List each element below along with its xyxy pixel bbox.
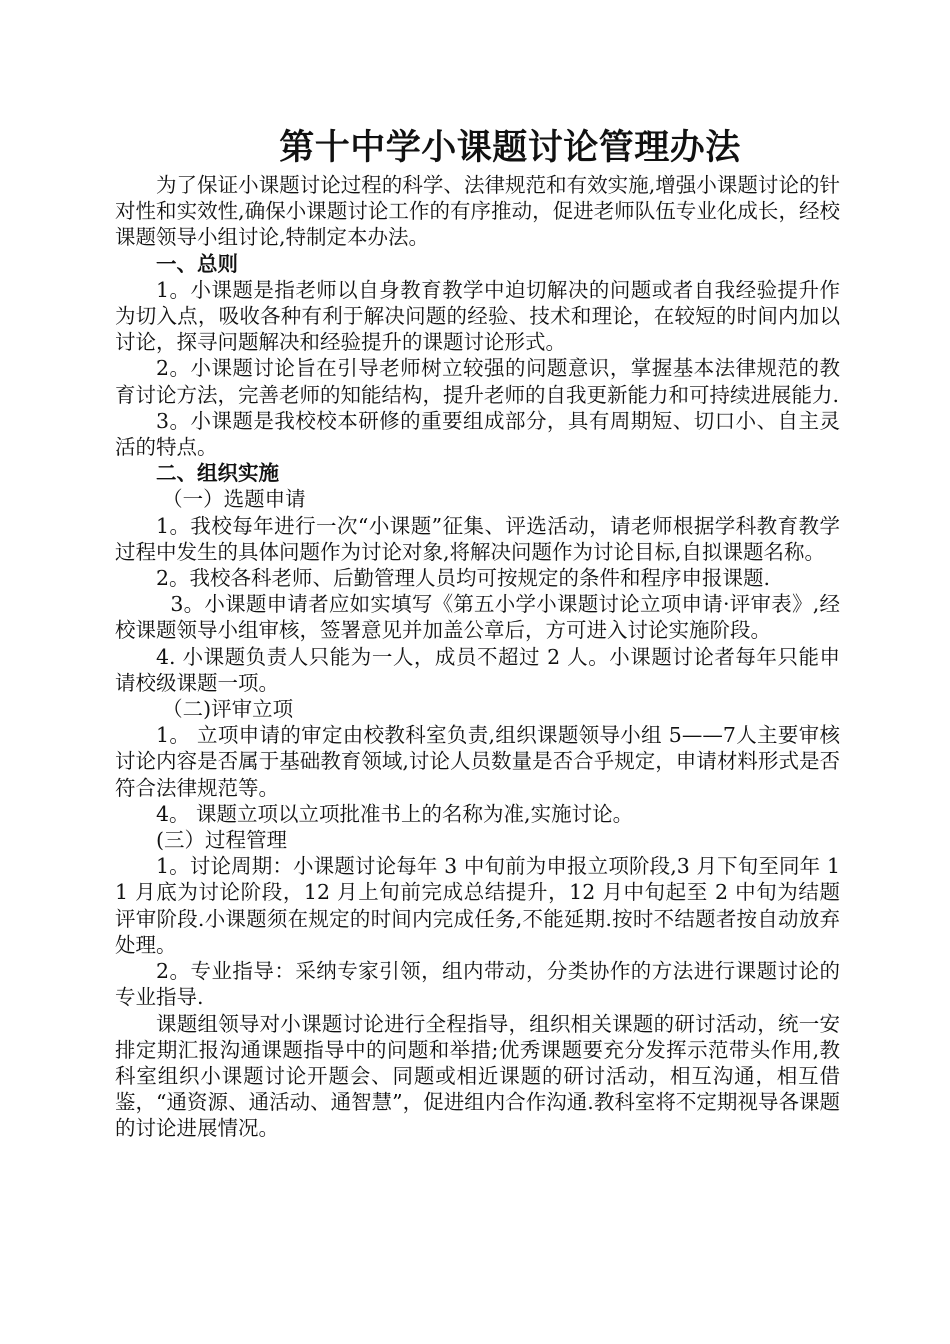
document-title: 第十中学小课题讨论管理办法 <box>279 127 741 168</box>
review-item-4: 4。 课题立项以立项批准书上的名称为准,实施讨论。 <box>156 801 634 826</box>
subsection-topic-application: （一）选题申请 <box>162 487 306 512</box>
review-item-1: 1。 立项申请的审定由校教科室负责,组织课题领导小组 5——7人主要审核讨论内容是否属于基础教育领域,讨论人员数量是否合乎规定，申请材料形式是否符合法律规范等。 <box>115 723 840 800</box>
application-item-2: 2。我校各科老师、后勤管理人员均可按规定的条件和程序申报课题. <box>156 566 771 591</box>
process-guidance-paragraph: 课题组领导对小课题讨论进行全程指导，组织相关课题的研讨活动，统一安排定期汇报沟通课题指导中的问题和举措;优秀课题要充分发挥示范带头作用,教科室组织小课题讨论开题会、同题或相近课题的研讨活动，相互沟通，相互借鉴，“通资源、通活动、通智慧”，促进组内合作沟通.教科室将不定期视导各课题的讨论进展情况。 <box>115 1011 840 1141</box>
application-item-1: 1。我校每年进行一次“小课题”征集、评选活动，请老师根据学科教育教学过程中发生的具体问题作为讨论对象,将解决问题作为讨论目标,自拟课题名称。 <box>115 513 840 564</box>
application-item-3: 3。小课题申请者应如实填写《第五小学小课题讨论立项申请·评审表》,经校课题领导小组审核，签署意见并加盖公章后，方可进入讨论实施阶段。 <box>115 592 840 643</box>
process-item-2: 2。专业指导：采纳专家引领，组内带动，分类协作的方法进行课题讨论的专业指导. <box>115 959 840 1010</box>
section-heading-general: 一、总则 <box>156 251 238 276</box>
subsection-process-management: (三）过程管理 <box>156 828 287 853</box>
general-item-1: 1。小课题是指老师以自身教育教学中迫切解决的问题或者自我经验提升作为切入点，吸收各种有利于解决问题的经验、技术和理论，在较短的时间内加以讨论，探寻问题解决和经验提升的课题讨论形式。 <box>115 277 840 355</box>
intro-paragraph: 为了保证小课题讨论过程的科学、法律规范和有效实施,增强小课题讨论的针对性和实效性,确保小课题讨论工作的有序推动，促进老师队伍专业化成长，经校课题领导小组讨论,特制定本办法。 <box>115 173 840 250</box>
process-item-1: 1。讨论周期：小课题讨论每年 3 中旬前为申报立项阶段,3 月下旬至同年 11 月底为讨论阶段，12 月上旬前完成总结提升，12 月中旬起至 2 中旬为结题评审阶段.小课题须在规定的时间内完成任务,不能延期.按时不结题者按自动放弃处理。 <box>115 854 840 957</box>
general-item-2: 2。小课题讨论旨在引导老师树立较强的问题意识，掌握基本法律规范的教育讨论方法，完善老师的知能结构，提升老师的自我更新能力和可持续进展能力. <box>115 356 840 407</box>
application-item-4: 4. 小课题负责人只能为一人，成员不超过 2 人。小课题讨论者每年只能申请校级课题一项。 <box>115 644 840 695</box>
general-item-3: 3。小课题是我校校本研修的重要组成部分，具有周期短、切口小、自主灵活的特点。 <box>115 408 840 460</box>
subsection-review-approval: （二)评审立项 <box>162 697 294 722</box>
section-heading-implementation: 二、组织实施 <box>156 461 279 486</box>
document-body <box>115 172 840 1142</box>
